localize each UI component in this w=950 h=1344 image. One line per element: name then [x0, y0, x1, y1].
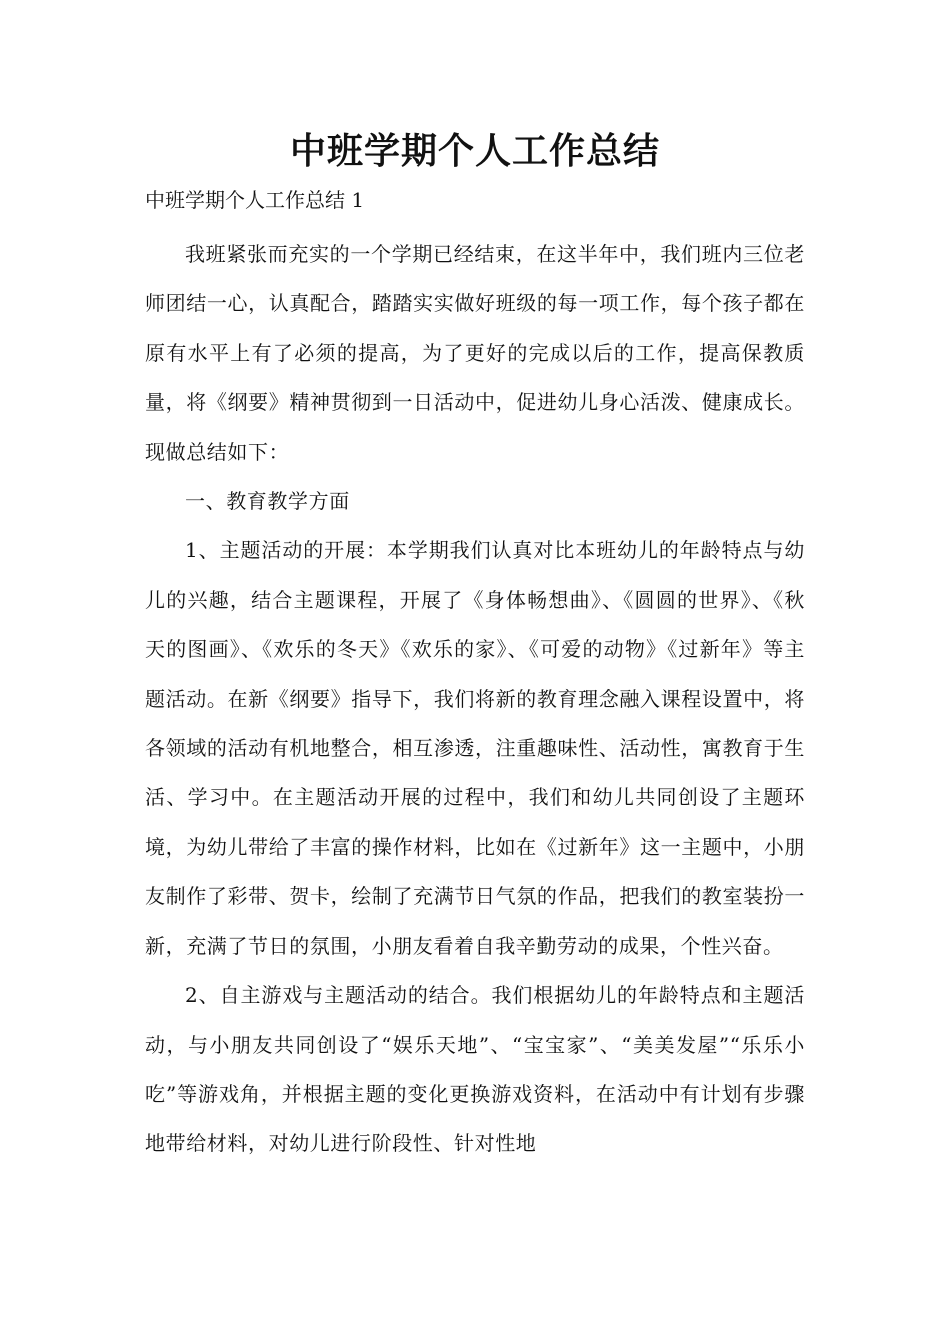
document-body [145, 230, 805, 1169]
document-subtitle: 中班学期个人工作总结 1 [145, 188, 365, 212]
section-heading-education: 一、教育教学方面 [185, 489, 350, 514]
paragraph-theme-activities: 1、主题活动的开展：本学期我们认真对比本班幼儿的年龄特点与幼儿的兴趣，结合主题课程，开展了《身体畅想曲》、《圆圆的世界》、《秋天的图画》、《欢乐的冬天》《欢乐的家》、《可爱的动物》《过新年》等主题活动。在新《纲要》指导下，我们将新的教育理念融入课程设置中，将各领域的活动有机地整合，相互渗透，注重趣味性、活动性，寓教育于生活、学习中。在主题活动开展的过程中，我们和幼儿共同创设了主题环境，为幼儿带给了丰富的操作材料，比如在《过新年》这一主题中，小朋友制作了彩带、贺卡，绘制了充满节日气氛的作品，把我们的教室装扮一新，充满了节日的氛围，小朋友看着自我辛勤劳动的成果，个性兴奋。 [145, 538, 805, 958]
paragraph-autonomous-games: 2、自主游戏与主题活动的结合。我们根据幼儿的年龄特点和主题活动，与小朋友共同创设了“娱乐天地”、“宝宝家”、“美美发屋”“乐乐小吃”等游戏角，并根据主题的变化更换游戏资料，在活动中有计划有步骤地带给材料，对幼儿进行阶段性、针对性地 [145, 983, 805, 1156]
document-title: 中班学期个人工作总结 [289, 131, 660, 172]
paragraph-intro: 我班紧张而充实的一个学期已经结束，在这半年中，我们班内三位老师团结一心，认真配合，踏踏实实做好班级的每一项工作，每个孩子都在原有水平上有了必须的提高，为了更好的完成以后的工作，提高保教质量，将《纲要》精神贯彻到一日活动中，促进幼儿身心活泼、健康成长。现做总结如下： [145, 242, 805, 464]
